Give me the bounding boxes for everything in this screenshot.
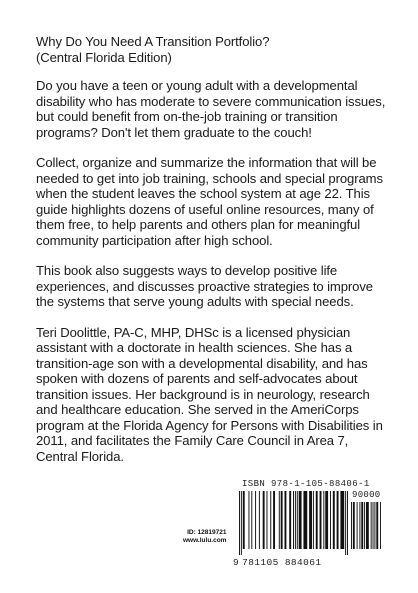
barcode-bar [357,502,358,549]
lulu-id: ID: 12819721 [187,529,227,536]
barcode-bar [373,502,374,549]
barcode-bar [364,502,365,549]
barcode-bar [297,491,298,549]
barcode-bar [353,502,355,549]
barcode-bar [248,491,249,549]
paragraph-collect: Collect, organize and summarize the information that will be needed to get into job training, schools and special programs when the student leaves the school system at age 22. This guide highlights dozens of useful online resources, many of them free, to help parents and others plan for meaningful community participation after high school. [36,155,383,248]
barcode-bar [330,491,331,549]
barcode-left-group: 781105 [242,557,279,568]
barcode-bar [374,502,375,549]
barcode-bar [351,502,352,549]
lulu-url: www.lulu.com [183,537,227,544]
paragraph-author-bio: Teri Doolittle, PA-C, MHP, DHSc is a licensed physician assistant with a doctorate in health sciences. She has a transition-age son with a developmental disability, and has spoken with dozens of parents and self-advocates about transition issues. Her background is in neurology, research and healthcare education. She served in the AmeriCorps program at the Florida Agency for Persons with Disabilities in 2011, and facilitates the Family Care Council in Area 7, Central Florida. [36,324,383,464]
barcode-bar [255,491,256,549]
barcode-bar [279,491,280,549]
back-cover-text [36,34,386,479]
barcode-bar [320,491,322,549]
lulu-label [183,529,226,545]
barcode-bar [361,502,363,549]
barcode-bar [263,491,265,549]
addon-price-code: 90000 [352,490,381,500]
barcode-bar [239,491,240,555]
barcode-bar [285,491,287,549]
addon-barcode [351,502,381,555]
book-title [36,34,386,65]
barcode-bar [323,491,324,549]
barcode-bar [371,502,372,549]
title-line-edition: (Central Florida Edition) [36,49,172,65]
barcode-bar [376,502,378,549]
barcode-lead-digit: 9 [233,557,240,568]
paragraph-intro: Do you have a teen or young adult with a developmental disability who has moderate to severe communication issues, but could benefit from on-the-job training or transition programs? Don't let them graduate to the couch! [36,78,386,140]
barcode-bar [337,491,339,549]
barcode-bar [347,491,348,555]
isbn-label: ISBN 978-1-105-88406-1 [242,479,370,489]
barcode-right-group: 884061 [284,557,322,568]
barcode-digit-row [233,557,321,568]
title-line-main: Why Do You Need A Transition Portfolio? [36,34,270,49]
barcode-bar [241,491,242,555]
barcode-bar [359,502,360,549]
barcode-bar [316,491,318,549]
barcode-bar [259,491,260,549]
barcode-bar [270,491,271,549]
barcode-bar [273,491,275,549]
barcode-bar [281,491,283,549]
isbn-barcode [239,491,348,555]
barcode-bar [345,491,346,555]
barcode-bar [333,491,335,549]
paragraph-strategies: This book also suggests ways to develop positive life experiences, and discusses proactive strategies to improve the systems that serve young adults with special needs. [36,263,373,309]
barcode-bar [243,491,245,549]
barcode-bar [325,491,328,549]
barcode-bar [295,491,296,549]
barcode-bar [340,491,344,549]
barcode-bar [299,491,302,549]
barcode-bar [266,491,267,549]
barcode-bar [289,491,291,549]
barcode-bar [303,491,307,549]
barcode-bar [313,491,314,549]
barcode-bar [251,491,252,549]
barcode-bar [380,502,381,549]
barcode-bar [293,491,294,549]
barcode-bar [366,502,369,549]
barcode-bar [309,491,312,549]
